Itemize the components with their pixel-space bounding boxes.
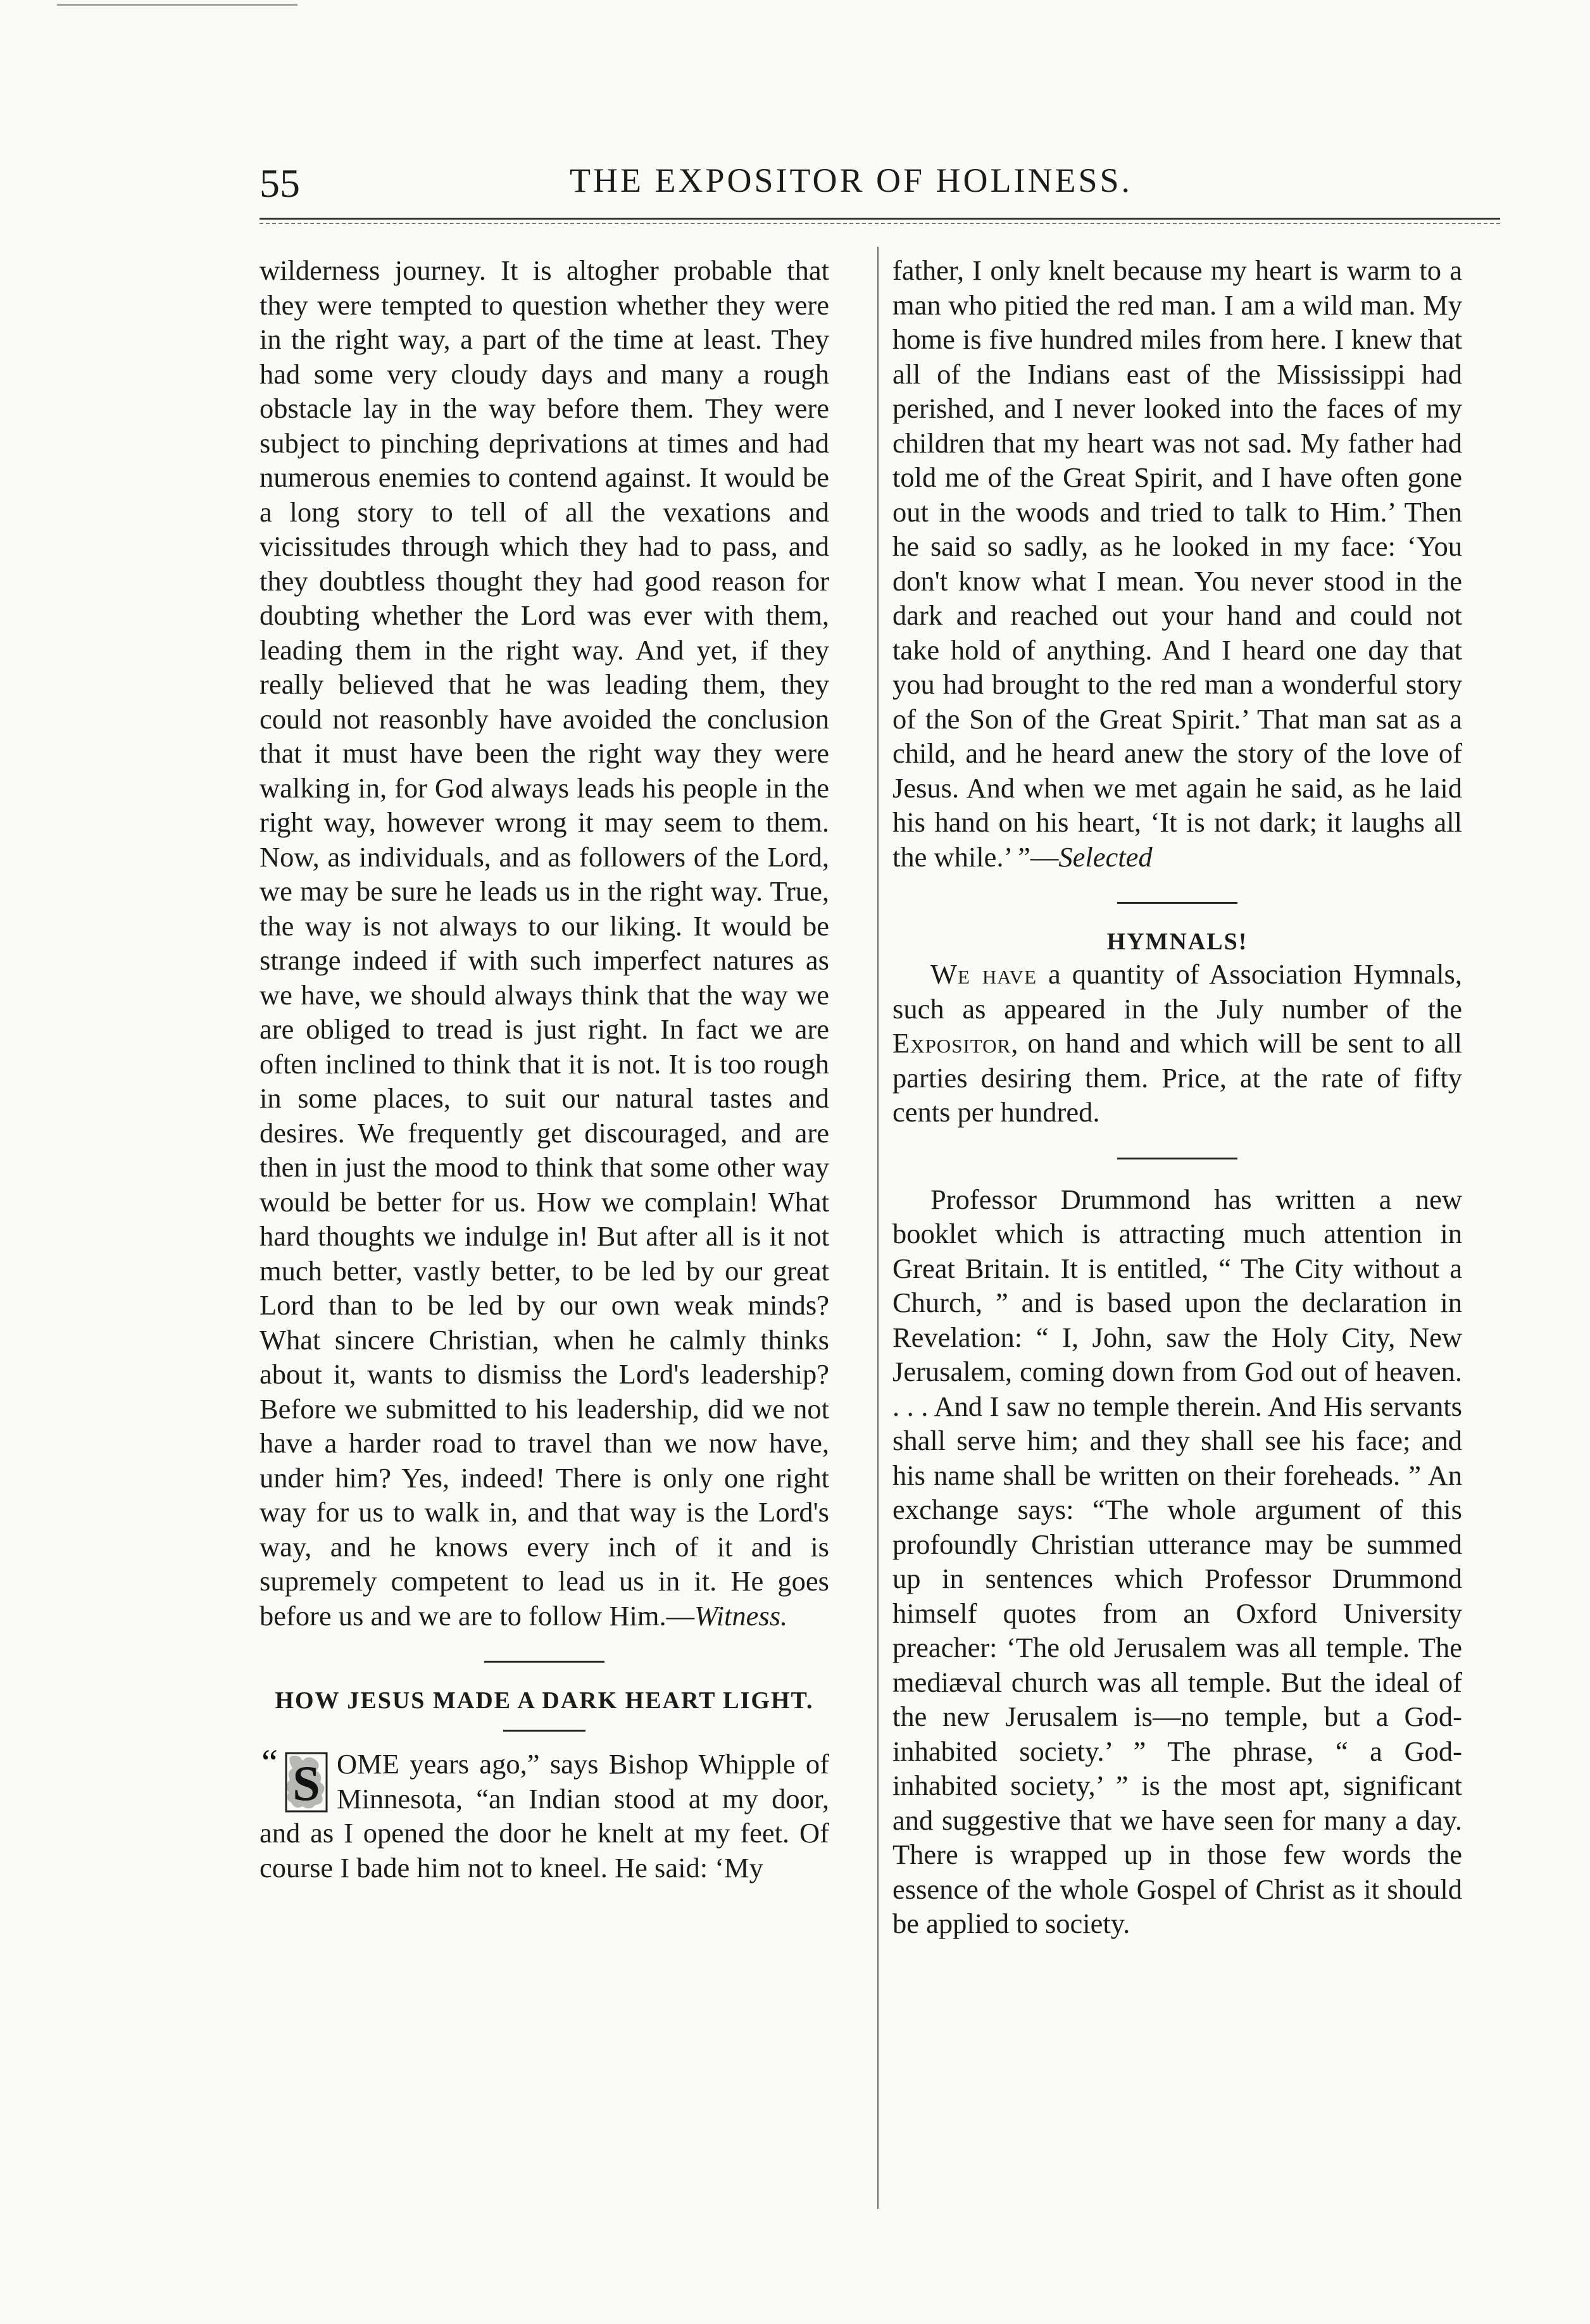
header-rule-dashed: [260, 223, 1500, 224]
story-heading: HOW JESUS MADE A DARK HEART LIGHT.: [275, 1687, 814, 1714]
article-body-text: wilderness journey. It is altogher probable that they were tempted to question whether they were in the right way, a part of the time at least. They had some very cloudy days and many a rough obstacle lay in the way before them. They were subject to pinching deprivations at times and had numerous enemies to contend against. It would be a long story to tell of all the vexations and vicissitudes through which they had to pass, and they doubtless thought they had good reason for doubting whether the Lord was ever with them, leading them in the right way. And yet, if they really believed that he was leading them, they could not reasonbly have avoided the conclusion that it must have been the right way they were walking in, for God always leads his people in the right way, however wrong it may seem to them. Now, as individuals, and as followers of the Lord, we may be sure he leads us in the right way. True, the way is not always to our liking. It would be strange indeed if with such imperfect natures as we have, we should always think that the way we are obliged to tread is just right. In fact we are often inclined to think that it is not. It is too rough in some places, to suit our natural tastes and desires. We frequently get discouraged, and are then in just the mood to think that some other way would be better for us. How we complain! What hard thoughts we indulge in! But after all is it not much better, vastly better, to be led by our great Lord than to be led by our own weak minds? What sincere Christian, when he calmly thinks about it, wants to dismiss the Lord's leadership? Before we submitted to his leadership, did we not have a harder road to travel than we now have, under him? Yes, indeed! There is only one right way for us to walk in, and that way is the Lord's way, and he knows every inch of it and is supremely competent to lead us in it. He goes before us and we are to follow Him.—: [260, 254, 829, 1632]
heading-rule: [503, 1730, 585, 1732]
section-divider: [484, 1661, 604, 1663]
dropcap-s: [260, 1749, 329, 1815]
article-source: Witness.: [694, 1599, 788, 1632]
story-continued: [892, 253, 1462, 874]
story-continued-text: father, I only knelt because my heart is warm to a man who pitied the red man. I am a wild man. My home is five hundred miles from here. I knew that all of the Indians east of the Mississippi had perished, and I never looked into the faces of my children that my heart was not sad. My father had told me of the Great Spirit, and I have often gone out in the woods and tried to talk to Him.’ Then he said so sadly, as he looked in my face: ‘You don't know what I mean. You never stood in the dark and reached out your hand and could not take hold of anything. And I heard one day that you had brought to the red man a wonderful story of the Son of the Great Spirit.’ That man sat as a child, and he heard anew the story of the love of Jesus. And when we met again he said, as he laid his hand on his heart, ‘It is not dark; it laughs all the while.’ ”—: [892, 254, 1462, 873]
hymnals-expositor: Expositor: [892, 1027, 1011, 1059]
top-edge-mark: [57, 4, 297, 9]
hymnals-notice: [892, 957, 1462, 1130]
column-divider: [877, 247, 879, 2209]
section-divider: [1117, 902, 1237, 904]
left-column: [260, 253, 829, 1885]
dropcap-letter: S: [292, 1756, 320, 1811]
header-rule: [260, 218, 1500, 220]
story-opening: [260, 1747, 829, 1885]
running-title: THE EXPOSITOR OF HOLINESS.: [570, 161, 1133, 199]
dropcap-open-quote: “: [261, 1749, 278, 1783]
page-number: 55: [260, 161, 300, 206]
drummond-paragraph: Professor Drummond has written a new booklet which is attracting much attention in Great Britain. It is entitled, “ The City without a Church, ” and is based upon the declaration in Revelation: “ I, John, saw the Holy City, New Jerusalem, coming down from God out of heaven. . . . And I saw no temple therein. And His servants shall serve him; and they shall see his face; and his name shall be written on their foreheads. ” An exchange says: “The whole argument of this profoundly Christian utterance may be summed up in sentences which Professor Drummond himself quotes from an Oxford University preacher: ‘The old Jerusalem was all temple. The mediæval church was all temple. But the ideal of the new Jerusalem is—no temple, but a God-inhabited society.’ ” The phrase, “ a God-inhabited society,’ ” is the most apt, significant and suggestive that we have seen for many a day. There is wrapped up in those few words the essence of the whole Gospel of Christ as it should be applied to society.: [892, 1183, 1462, 1939]
hymnals-heading: HYMNALS!: [1106, 928, 1248, 955]
ornamental-dropcap-icon: [260, 1749, 329, 1815]
hymnals-lead: We have: [930, 958, 1037, 990]
right-column: [892, 253, 1462, 1941]
section-divider: [1117, 1158, 1237, 1159]
hymnals-text-1: a quantity of Association Hymnals, such as appeared in the July number of the: [892, 958, 1462, 1025]
story-source: Selected: [1058, 840, 1153, 873]
article-body: [260, 253, 829, 1633]
story-start-text: OME years ago,” says Bishop Whipple of Minnesota, “an Indian stood at my door, and as I opened the door he knelt at my feet. Of course I bade him not to kneel. He said: ‘My: [260, 1748, 829, 1884]
hymnals-text-2: , on hand and which will be sent to all parties desiring them. Price, at the rate of fifty cents per hundred.: [892, 1027, 1462, 1128]
